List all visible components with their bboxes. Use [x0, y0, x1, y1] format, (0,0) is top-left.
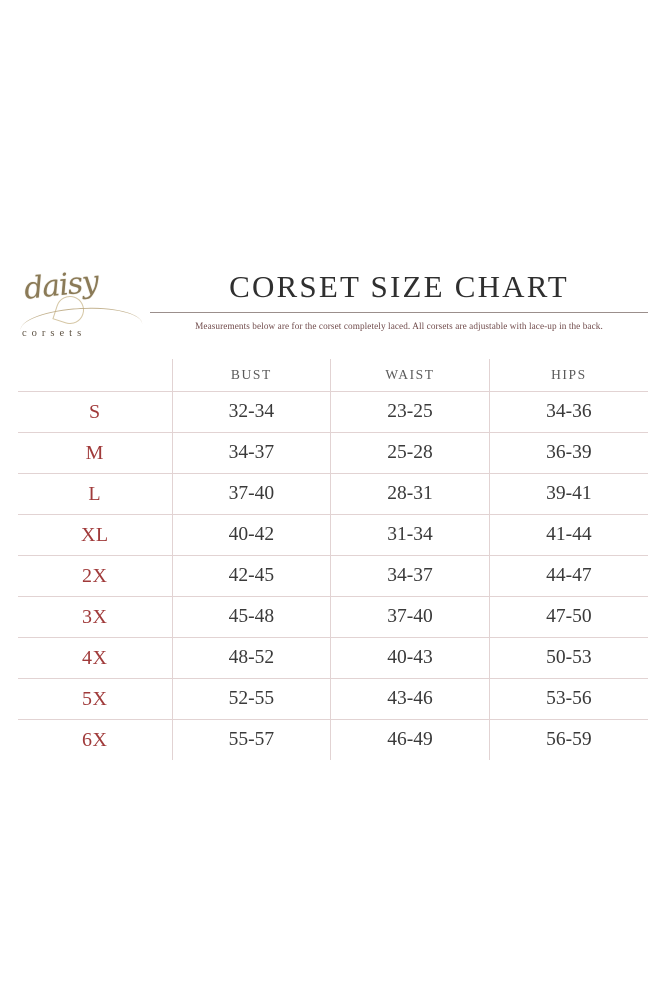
chart-header: [18, 258, 648, 353]
table-row: [18, 433, 648, 474]
page-title: CORSET SIZE CHART: [229, 269, 569, 304]
size-label: 6X: [18, 720, 172, 761]
hips-value: 53-56: [489, 679, 648, 720]
size-label: 2X: [18, 556, 172, 597]
size-label: L: [18, 474, 172, 515]
column-header-bust: BUST: [172, 359, 331, 392]
bust-value: 37-40: [172, 474, 331, 515]
hips-value: 39-41: [489, 474, 648, 515]
table-row: [18, 392, 648, 433]
hips-value: 56-59: [489, 720, 648, 761]
table-body: [18, 392, 648, 761]
bust-value: 55-57: [172, 720, 331, 761]
table-row: [18, 638, 648, 679]
bust-value: 32-34: [172, 392, 331, 433]
table-row: [18, 720, 648, 761]
size-chart-table: [18, 359, 648, 760]
size-label: 3X: [18, 597, 172, 638]
hips-value: 47-50: [489, 597, 648, 638]
table-row: [18, 515, 648, 556]
waist-value: 40-43: [331, 638, 490, 679]
title-divider: [150, 312, 648, 313]
brand-subtitle-text: corsets: [22, 328, 87, 339]
hips-value: 34-36: [489, 392, 648, 433]
waist-value: 34-37: [331, 556, 490, 597]
size-label: 4X: [18, 638, 172, 679]
waist-value: 31-34: [331, 515, 490, 556]
column-header-size: [18, 359, 172, 392]
size-label: XL: [18, 515, 172, 556]
bust-value: 42-45: [172, 556, 331, 597]
table-row: [18, 597, 648, 638]
measurement-note: Measurements below are for the corset completely laced. All corsets are adjustable with lace-up in the back.: [195, 321, 603, 331]
table-row: [18, 556, 648, 597]
brand-logo: [18, 264, 148, 350]
column-header-waist: WAIST: [331, 359, 490, 392]
bust-value: 48-52: [172, 638, 331, 679]
column-header-hips: HIPS: [489, 359, 648, 392]
waist-value: 28-31: [331, 474, 490, 515]
waist-value: 23-25: [331, 392, 490, 433]
bust-value: 52-55: [172, 679, 331, 720]
waist-value: 43-46: [331, 679, 490, 720]
table-row: [18, 679, 648, 720]
table-header-row: [18, 359, 648, 392]
waist-value: 37-40: [331, 597, 490, 638]
bust-value: 34-37: [172, 433, 331, 474]
size-label: M: [18, 433, 172, 474]
table-row: [18, 474, 648, 515]
bust-value: 45-48: [172, 597, 331, 638]
waist-value: 46-49: [331, 720, 490, 761]
hips-value: 36-39: [489, 433, 648, 474]
size-label: S: [18, 392, 172, 433]
bust-value: 40-42: [172, 515, 331, 556]
table-header: [18, 359, 648, 392]
size-label: 5X: [18, 679, 172, 720]
waist-value: 25-28: [331, 433, 490, 474]
size-chart-container: [18, 258, 648, 760]
hips-value: 44-47: [489, 556, 648, 597]
title-block: [150, 258, 648, 331]
brand-script-text: daisy: [22, 264, 100, 307]
hips-value: 41-44: [489, 515, 648, 556]
hips-value: 50-53: [489, 638, 648, 679]
